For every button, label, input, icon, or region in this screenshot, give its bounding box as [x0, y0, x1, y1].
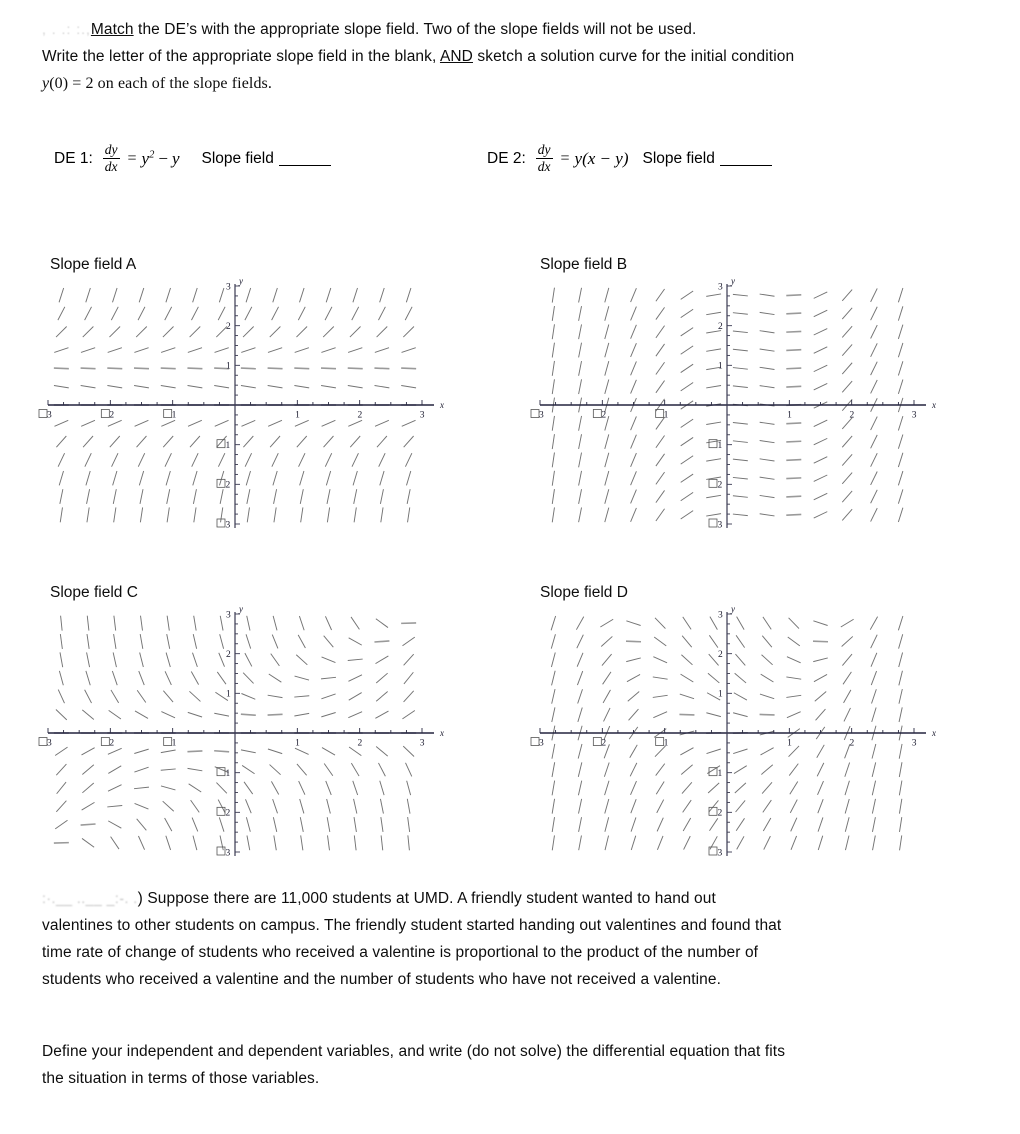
svg-text:x: x [932, 400, 936, 410]
svg-text:3: 3 [226, 610, 231, 621]
de2-row [487, 143, 772, 174]
svg-text:2: 2 [601, 410, 607, 421]
problem2-line-3: time rate of change of students who received a valentine is proportional to the product of the number of [42, 944, 759, 961]
svg-text:3: 3 [226, 282, 231, 293]
svg-text:3: 3 [419, 410, 425, 421]
slope-field-plot-d [532, 604, 936, 864]
svg-text:2: 2 [717, 808, 723, 819]
redacted-prefix-1: , . .: :., [42, 21, 91, 37]
svg-text:3: 3 [718, 610, 723, 621]
de1-answer-blank[interactable] [279, 152, 331, 166]
match-word: Match [90, 21, 134, 38]
problem2-paragraph [42, 885, 1002, 993]
problem2-line-6: the situation in terms of those variables. [42, 1070, 320, 1087]
svg-text:3: 3 [539, 410, 544, 421]
problem2-line-4: students who received a valentine and the number of students who have not received a valentine. [42, 971, 722, 988]
svg-text:3: 3 [911, 410, 917, 421]
svg-text:y: y [239, 604, 243, 614]
de1-label: DE 1: [54, 149, 93, 167]
svg-text:1: 1 [663, 738, 669, 749]
svg-text:1: 1 [171, 410, 177, 421]
de1-rhs-y2: y [171, 148, 180, 168]
plot-title-c: Slope field C [50, 584, 138, 601]
intro-line-3 [42, 70, 1002, 97]
de1-frac-numerator: dy [104, 142, 118, 157]
svg-text:1: 1 [717, 440, 723, 451]
plot-title-d: Slope field D [540, 584, 628, 601]
svg-text:3: 3 [419, 738, 425, 749]
de1-slope-field-label: Slope field [201, 149, 274, 167]
de1-frac-denominator: dx [104, 159, 118, 175]
y-variable: y [42, 75, 50, 92]
and-word: AND [439, 48, 473, 65]
svg-text:3: 3 [225, 520, 231, 531]
svg-text:2: 2 [109, 738, 115, 749]
de2-equals: = [560, 149, 570, 167]
svg-text:2: 2 [718, 649, 723, 660]
slope-field-plot-c [40, 604, 444, 864]
de1-exponent: 2 [149, 149, 155, 161]
svg-text:2: 2 [225, 808, 231, 819]
svg-text:1: 1 [226, 361, 231, 372]
de2-frac-denominator: dx [537, 159, 551, 175]
de2-frac-numerator: dy [537, 142, 551, 157]
svg-text:3: 3 [717, 848, 723, 859]
svg-text:1: 1 [787, 410, 792, 421]
plot-title-a: Slope field A [50, 256, 137, 273]
svg-text:2: 2 [109, 410, 115, 421]
intro-line-2a: Write the letter of the appropriate slope field in the blank, [42, 48, 440, 65]
intro-line-2c: sketch a solution curve for the initial condition [472, 48, 795, 65]
svg-text:1: 1 [171, 738, 177, 749]
svg-text:3: 3 [718, 282, 723, 293]
svg-text:3: 3 [539, 738, 544, 749]
initial-condition: (0) = 2 on each of the slope fields. [49, 75, 272, 92]
svg-text:3: 3 [47, 738, 52, 749]
svg-text:2: 2 [225, 480, 231, 491]
svg-text:2: 2 [357, 738, 363, 749]
svg-text:1: 1 [717, 768, 723, 779]
svg-text:1: 1 [718, 689, 723, 700]
intro-line-1 [42, 16, 1002, 43]
slope-field-plot-a [40, 276, 444, 536]
svg-text:2: 2 [717, 480, 723, 491]
svg-text:3: 3 [47, 410, 52, 421]
svg-text:2: 2 [849, 738, 855, 749]
de2-rhs: y(x − y) [574, 148, 629, 168]
intro-line-2 [42, 43, 1002, 70]
de2-slope-field-label: Slope field [642, 149, 715, 167]
svg-text:2: 2 [226, 321, 231, 332]
svg-text:y: y [731, 276, 735, 286]
problem2-line-5: Define your independent and dependent variables, and write (do not solve) the differential equation that fits [42, 1043, 786, 1060]
svg-text:3: 3 [717, 520, 723, 531]
redacted-prefix-2: :·.__ ..__ _:-. . [42, 890, 138, 906]
de2-answer-blank[interactable] [720, 152, 772, 166]
svg-text:2: 2 [357, 410, 363, 421]
svg-text:x: x [932, 728, 936, 738]
svg-text:1: 1 [226, 689, 231, 700]
intro-line-1-rest: the DE’s with the appropriate slope field. Two of the slope fields will not be used. [133, 21, 697, 38]
de1-minus: − [158, 148, 168, 168]
svg-text:1: 1 [225, 768, 231, 779]
svg-text:3: 3 [911, 738, 917, 749]
svg-text:1: 1 [295, 410, 300, 421]
slope-field-plot-b [532, 276, 936, 536]
problem2-line-1-text: ) Suppose there are 11,000 students at UMD. A friendly student wanted to hand out [137, 890, 716, 907]
plot-title-b: Slope field B [540, 256, 628, 273]
svg-text:2: 2 [601, 738, 607, 749]
intro-paragraph [42, 16, 1002, 97]
svg-text:1: 1 [225, 440, 231, 451]
de1-rhs-y: $y^2$ [141, 148, 155, 168]
svg-text:3: 3 [225, 848, 231, 859]
problem2-line-2: valentines to other students on campus. The friendly student started handing out valentines and found that [42, 917, 782, 934]
svg-text:2: 2 [849, 410, 855, 421]
de1-row [54, 143, 331, 174]
svg-text:1: 1 [295, 738, 300, 749]
svg-text:2: 2 [718, 321, 723, 332]
svg-text:y: y [731, 604, 735, 614]
svg-text:1: 1 [787, 738, 792, 749]
problem2-question [42, 1038, 1002, 1092]
de1-equals: = [127, 149, 137, 167]
de2-derivative [536, 143, 553, 174]
svg-text:y: y [239, 276, 243, 286]
de1-derivative [103, 143, 120, 174]
svg-text:x: x [440, 400, 444, 410]
svg-text:2: 2 [226, 649, 231, 660]
problem2-line-1 [42, 885, 1002, 912]
svg-text:1: 1 [663, 410, 669, 421]
svg-text:x: x [440, 728, 444, 738]
de2-label: DE 2: [487, 149, 526, 167]
svg-text:1: 1 [718, 361, 723, 372]
